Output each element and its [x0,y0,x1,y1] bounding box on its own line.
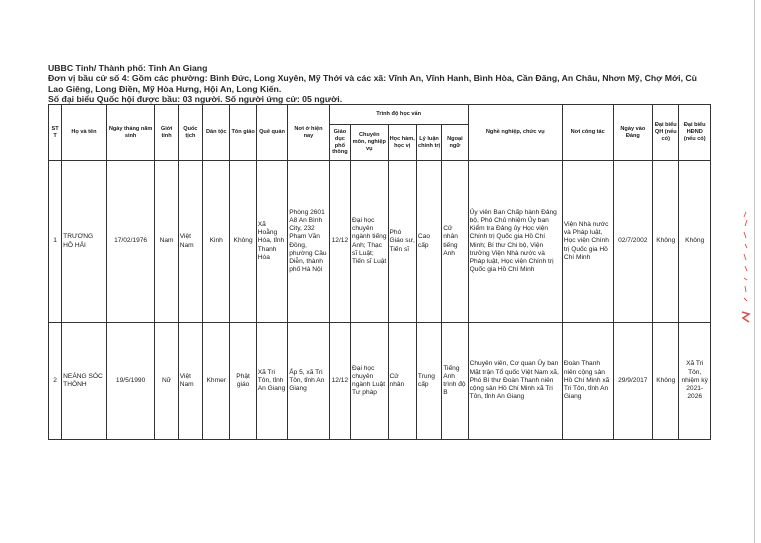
cell-gender: Nam [155,161,178,323]
header-religion: Tôn giáo [230,105,256,161]
cell-political-theory: Cao cấp [416,161,441,323]
cell-political-theory: Trung cấp [416,323,441,440]
table-row [49,323,711,440]
header-education-group: Trình độ học vấn [329,105,468,125]
stamp-marks [737,208,753,328]
header-ethnicity: Dân tộc [203,105,230,161]
cell-degree: Phó Giáo sư, Tiến sĩ [388,161,416,323]
cell-name: NEÁNG SÓC THÔNH [62,323,107,440]
seat-count: Số đại biểu Quốc hội được bầu: 03 người. Số người ứng cử: 05 người. [48,94,343,105]
committee-title: UBBC Tỉnh/ Thành phố: Tỉnh An Giang [48,63,208,73]
stamp-stroke [744,244,747,271]
header-foreign-language: Ngoại ngữ [442,125,468,161]
cell-occupation: Chuyên viên, Cơ quan Ủy ban Mặt trận Tổ quốc Việt Nam xã, Phó Bí thư Đoàn Thanh niên cộng sản Hồ Chí Minh xã Tri Tôn, tỉnh An Giang [468,323,562,440]
cell-nationality: Việt Nam [178,323,202,440]
cell-nationality: Việt Nam [178,161,202,323]
cell-general-edu: 12/12 [329,161,350,323]
page-edge [754,0,755,543]
cell-religion: Không [230,161,256,323]
header-party-join-date: Ngày vào Đảng [613,105,653,161]
cell-gender: Nữ [155,323,178,440]
cell-workplace: Đoàn Thanh niên cộng sản Hồ Chí Minh xã Tri Tôn, tỉnh An Giang [562,323,613,440]
cell-pc-delegate: Không [679,161,711,323]
cell-religion: Phật giáo [230,323,256,440]
cell-na-delegate: Không [653,161,679,323]
header-degree: Học hàm, học vị [388,125,416,161]
stamp-stroke [742,312,749,322]
header-gender: Giới tính [155,105,178,161]
cell-stt: 2 [49,323,62,440]
table-row [49,161,711,323]
header-workplace: Nơi công tác [562,105,613,161]
cell-occupation: Ủy viên Ban Chấp hành Đảng bộ, Phó Chủ nhiệm Ủy ban Kiểm tra Đảng ủy Học viện Chính trị Quốc gia Hồ Chí Minh; Bí thư Chi bộ, Viện trưởng Viện Nhà nước và Pháp luật, Học viện Chính trị Quốc gia Hồ Chí Minh [468,161,562,323]
candidate-table [48,104,711,440]
cell-foreign-language: Tiếng Anh trình độ B [442,323,468,440]
cell-degree: Cử nhân [388,323,416,440]
cell-ethnicity: Kinh [203,161,230,323]
header-dob: Ngày tháng năm sinh [106,105,155,161]
cell-pc-delegate: Xã Tri Tôn, nhiệm kỳ 2021-2026 [679,323,711,440]
cell-dob: 19/5/1990 [106,323,155,440]
cell-workplace: Viện Nhà nước và Pháp luật, Học viện Chính trị Quốc gia Hồ Chí Minh [562,161,613,323]
cell-hometown: Xã Tri Tôn, tỉnh An Giang [256,323,287,440]
cell-name: TRƯƠNG HỒ HẢI [62,161,107,323]
cell-stt: 1 [49,161,62,323]
cell-party-join-date: 29/9/2017 [613,323,653,440]
stamp-stroke [744,212,747,238]
header-political-theory: Lý luận chính trị [416,125,441,161]
cell-party-join-date: 02/7/2002 [613,161,653,323]
header-name: Họ và tên [62,105,107,161]
stamp-stroke [744,278,747,301]
constituency-description: Đơn vị bầu cử số 4: Gồm các phường: Bình Đức, Long Xuyên, Mỹ Thới và các xã: Vĩnh An, Vĩnh Hanh, Bình Hòa, Cần Đăng, An Châu, Nhơn Mỹ, Chợ Mới, Cù Lao Giêng, Long Điền, Mỹ Hòa Hưng, Hội An, Long Kiến. [48,73,697,94]
cell-hometown: Xã Hoằng Hóa, tỉnh Thanh Hóa [256,161,287,323]
cell-residence: Ấp 5, xã Tri Tôn, tỉnh An Giang [288,323,330,440]
header-nationality: Quốc tịch [178,105,202,161]
cell-dob: 17/02/1976 [106,161,155,323]
cell-ethnicity: Khmer [203,323,230,440]
header-stt: STT [49,105,62,161]
cell-general-edu: 12/12 [329,323,350,440]
document-header [48,63,708,105]
cell-foreign-language: Cử nhân tiếng Anh [442,161,468,323]
cell-specialization: Đại học chuyên ngành Luật Tư pháp [351,323,389,440]
header-pc-delegate: Đại biểu HĐND (nếu có) [679,105,711,161]
header-residence: Nơi ở hiện nay [288,105,330,161]
header-na-delegate: Đại biểu QH (nếu có) [653,105,679,161]
header-specialization: Chuyên môn, nghiệp vụ [351,125,389,161]
header-general-edu: Giáo dục phổ thông [329,125,350,161]
cell-specialization: Đại học chuyên ngành tiếng Anh; Thạc sĩ Luật; Tiến sĩ Luật [351,161,389,323]
cell-residence: Phòng 2601 A8 An Bình City, 232 Phạm Văn Đồng, phường Cầu Diễn, thành phố Hà Nội [288,161,330,323]
cell-na-delegate: Không [653,323,679,440]
header-hometown: Quê quán [256,105,287,161]
header-occupation: Nghề nghiệp, chức vụ [468,105,562,161]
